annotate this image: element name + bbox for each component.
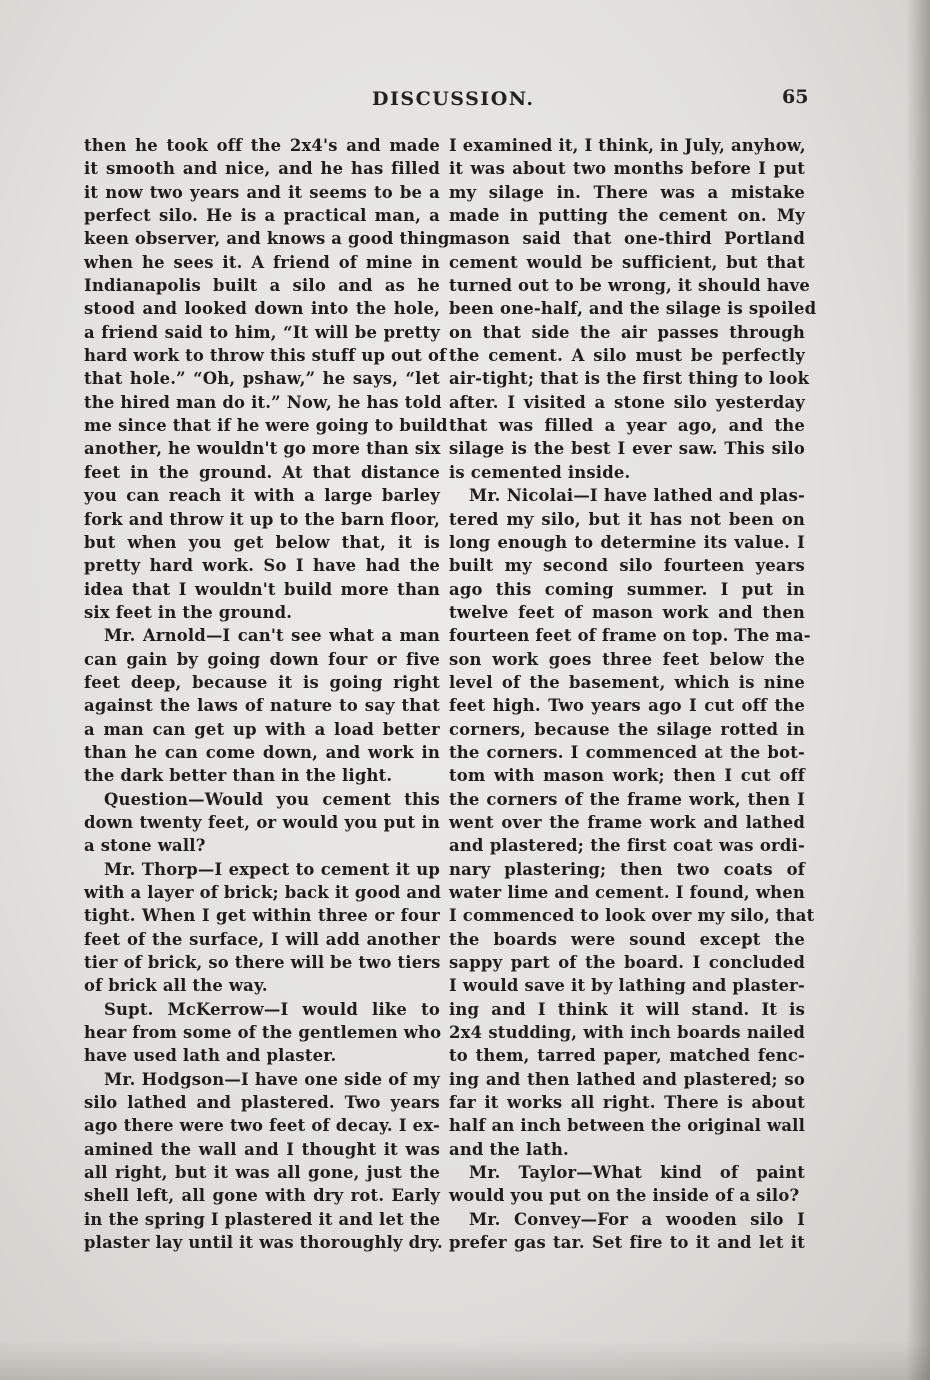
text-line: silo lathed and plastered. Two years	[84, 1093, 440, 1113]
text-line: and plastered; the first coat was ordi-	[449, 836, 805, 856]
text-line: feet high. Two years ago I cut off the	[449, 696, 805, 716]
text-line: Mr. Hodgson—I have one side of my	[104, 1069, 440, 1089]
text-line: Question—Would you cement this	[104, 789, 440, 809]
text-line: Indianapolis built a silo and as he	[84, 276, 440, 296]
text-line: Supt. McKerrow—I would like to	[104, 999, 440, 1019]
text-line: the corners. I commenced at the bot-	[449, 742, 805, 762]
text-line: you can reach it with a large barley	[84, 486, 440, 506]
text-line: ago there were two feet of decay. I ex-	[84, 1116, 440, 1136]
page-edge-shadow	[906, 0, 930, 1380]
text-line: plaster lay until it was thoroughly dry.	[84, 1233, 443, 1253]
text-line: against the laws of nature to say that	[84, 696, 440, 716]
text-line: on that side the air passes through	[449, 322, 805, 342]
text-line: my silage in. There was a mistake	[449, 182, 805, 202]
text-line: pretty hard work. So I have had the	[84, 556, 440, 576]
text-line: half an inch between the original wall	[449, 1116, 805, 1136]
text-line: the dark better than in the light.	[84, 766, 393, 786]
page-header	[0, 84, 930, 118]
text-line: the cement. A silo must be perfectly	[449, 346, 805, 366]
text-line: tom with mason work; then I cut off	[449, 766, 805, 786]
text-line: can gain by going down four or five	[84, 649, 440, 669]
text-line: feet of the surface, I will add another	[84, 929, 440, 949]
text-line: long enough to determine its value. I	[449, 532, 805, 552]
text-line: shell left, all gone with dry rot. Early	[84, 1186, 440, 1206]
text-line: is cemented inside.	[449, 462, 631, 482]
text-line: sappy part of the board. I concluded	[449, 953, 805, 973]
text-line: Mr. Thorp—I expect to cement it up	[104, 859, 440, 879]
text-line: far it works all right. There is about	[449, 1093, 805, 1113]
text-line: when he sees it. A friend of mine in	[84, 252, 440, 272]
right-column	[449, 134, 817, 1255]
text-line: been one-half, and the silage is spoiled	[449, 299, 817, 319]
text-line: that was filled a year ago, and the	[449, 416, 805, 436]
text-line: Mr. Taylor—What kind of paint	[469, 1163, 805, 1183]
text-line: the corners of the frame work, then I	[449, 789, 805, 809]
text-line: tier of brick, so there will be two tiers	[84, 953, 441, 973]
text-line: another, he wouldn't go more than six	[84, 439, 441, 459]
text-line: after. I visited a stone silo yesterday	[449, 392, 805, 412]
text-line: a friend said to him, “It will be pretty	[84, 322, 440, 342]
left-column	[84, 134, 450, 1255]
text-line: I would save it by lathing and plaster-	[449, 976, 805, 996]
text-line: Mr. Nicolai—I have lathed and plas-	[469, 486, 805, 506]
text-line: twelve feet of mason work and then	[449, 602, 805, 622]
text-line: amined the wall and I thought it was	[84, 1139, 440, 1159]
text-line: turned out to be wrong, it should have	[449, 276, 811, 296]
text-line: water lime and cement. I found, when	[449, 883, 805, 902]
text-line: keen observer, and knows a good thing	[84, 229, 450, 249]
text-line: nary plastering; then two coats of	[449, 859, 805, 879]
text-line: built my second silo fourteen years	[449, 556, 805, 576]
text-line: then he took off the 2x4's and made	[84, 136, 440, 155]
text-line: Mr. Arnold—I can't see what a man	[104, 626, 440, 646]
text-line: in the spring I plastered it and let the	[84, 1209, 441, 1229]
text-line: down twenty feet, or would you put in	[84, 812, 440, 832]
text-line: fork and throw it up to the barn floor,	[84, 509, 440, 529]
text-line: me since that if he were going to build	[84, 416, 448, 436]
text-line: would you put on the inside of a silo?	[449, 1186, 800, 1206]
text-line: I examined it, I think, in July, anyhow,	[449, 136, 806, 155]
text-line: feet deep, because it is going right	[84, 672, 440, 692]
text-line: it smooth and nice, and he has filled	[84, 159, 440, 179]
text-line: a man can get up with a load better	[84, 719, 440, 739]
text-line: son work goes three feet below the	[449, 649, 805, 669]
text-line: feet in the ground. At that distance	[84, 462, 440, 482]
text-line: corners, because the silage rotted in	[449, 719, 805, 739]
text-line: made in putting the cement on. My	[449, 206, 805, 226]
page-bottom-shadow	[0, 1340, 930, 1380]
text-line: level of the basement, which is nine	[449, 672, 805, 692]
text-line: it now two years and it seems to be a	[84, 182, 440, 202]
text-line: the hired man do it.” Now, he has told	[84, 392, 442, 412]
page-number: 65	[782, 86, 809, 108]
text-line: 2x4 studding, with inch boards nailed	[449, 1023, 805, 1043]
text-line: I commenced to look over my silo, that	[449, 906, 815, 926]
text-line: tered my silo, but it has not been on	[449, 509, 805, 529]
text-line: fourteen feet of frame on top. The ma-	[449, 626, 811, 646]
text-line: of brick all the way.	[84, 976, 268, 996]
text-line: Mr. Convey—For a wooden silo I	[469, 1209, 805, 1229]
text-line: to them, tarred paper, matched fenc-	[449, 1046, 805, 1066]
text-line: it was about two months before I put	[449, 159, 805, 179]
text-line: hear from some of the gentlemen who	[84, 1023, 442, 1043]
text-line: idea that I wouldn't build more than	[84, 579, 440, 599]
text-line: mason said that one-third Portland	[449, 229, 805, 249]
text-line: the boards were sound except the	[449, 929, 805, 949]
text-line: with a layer of brick; back it good and	[84, 883, 442, 902]
text-line: but when you get below that, it is	[84, 532, 440, 552]
text-line: tight. When I get within three or four	[84, 906, 440, 926]
text-line: perfect silo. He is a practical man, a	[84, 206, 440, 226]
text-line: prefer gas tar. Set fire to it and let it	[449, 1233, 805, 1253]
text-line: went over the frame work and lathed	[449, 812, 805, 832]
text-line: than he can come down, and work in	[84, 742, 440, 762]
text-line: ing and I think it will stand. It is	[449, 999, 805, 1019]
text-line: six feet in the ground.	[84, 602, 293, 622]
text-line: a stone wall?	[84, 836, 206, 856]
text-line: air-tight; that is the first thing to look	[449, 369, 810, 389]
text-line: hard work to throw this stuff up out of	[84, 346, 447, 366]
text-line: and the lath.	[449, 1139, 569, 1159]
text-line: have used lath and plaster.	[84, 1046, 337, 1066]
text-line: all right, but it was all gone, just the	[84, 1163, 440, 1183]
text-line: stood and looked down into the hole,	[84, 299, 440, 319]
running-head: DISCUSSION.	[372, 88, 535, 110]
text-line: silage is the best I ever saw. This silo	[449, 439, 805, 459]
text-line: ago this coming summer. I put in	[449, 579, 805, 599]
text-line: ing and then lathed and plastered; so	[449, 1069, 805, 1089]
text-line: that hole.” “Oh, pshaw,” he says, “let	[84, 369, 440, 389]
text-line: cement would be sufficient, but that	[449, 252, 805, 272]
